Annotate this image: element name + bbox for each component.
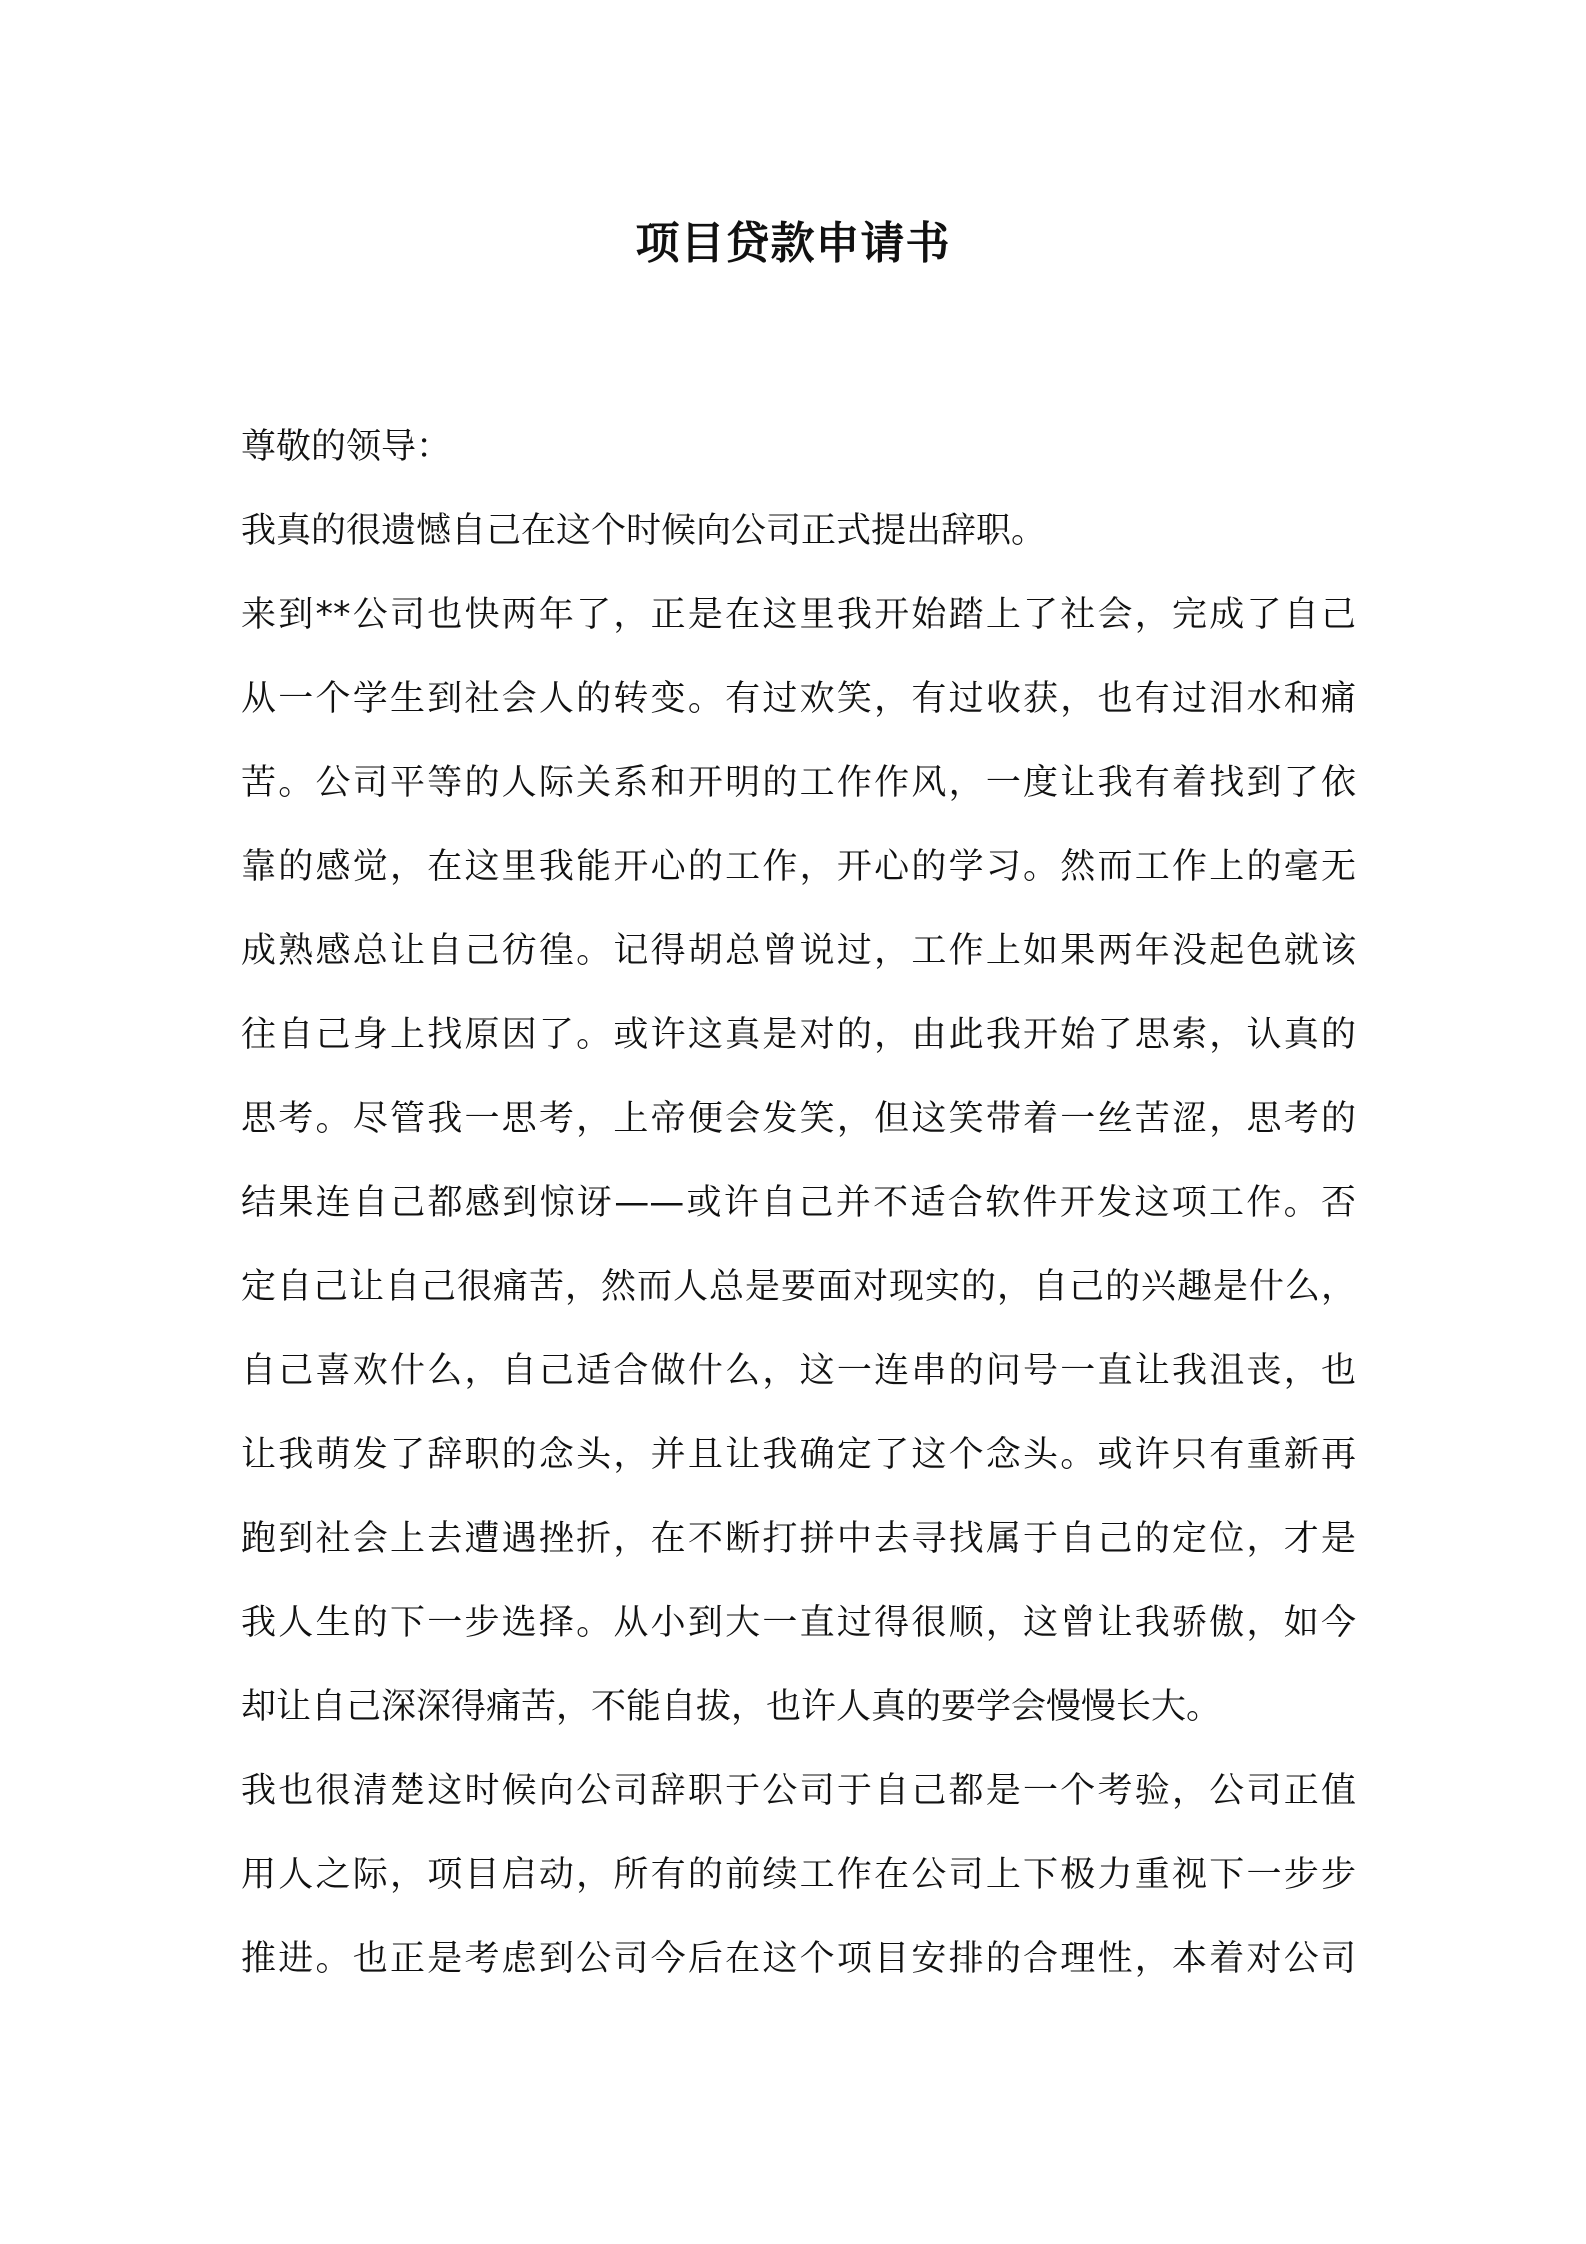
paragraph-line: 推进。也正是考虑到公司今后在这个项目安排的合理性，本着对公司 bbox=[241, 1939, 1356, 1979]
paragraph-line: 苦。公司平等的人际关系和开明的工作作风，一度让我有着找到了依 bbox=[241, 763, 1356, 803]
salutation-line: 尊敬的领导： bbox=[241, 427, 452, 467]
paragraph-line: 结果连自己都感到惊讶——或许自己并不适合软件开发这项工作。否 bbox=[241, 1183, 1356, 1223]
paragraph-line: 从一个学生到社会人的转变。有过欢笑，有过收获，也有过泪水和痛 bbox=[241, 679, 1356, 719]
paragraph-line: 靠的感觉，在这里我能开心的工作，开心的学习。然而工作上的毫无 bbox=[241, 847, 1356, 887]
paragraph-line: 让我萌发了辞职的念头，并且让我确定了这个念头。或许只有重新再 bbox=[241, 1435, 1356, 1475]
paragraph-line: 定自己让自己很痛苦，然而人总是要面对现实的，自己的兴趣是什么， bbox=[241, 1267, 1356, 1307]
document-body bbox=[241, 405, 1356, 2001]
paragraph-line: 成熟感总让自己彷徨。记得胡总曾说过，工作上如果两年没起色就该 bbox=[241, 931, 1356, 971]
paragraph-line: 用人之际，项目启动，所有的前续工作在公司上下极力重视下一步步 bbox=[241, 1855, 1356, 1895]
document-title: 项目贷款申请书 bbox=[635, 218, 951, 269]
paragraph-line: 思考。尽管我一思考，上帝便会发笑，但这笑带着一丝苦涩，思考的 bbox=[241, 1099, 1356, 1139]
paragraph-line: 我也很清楚这时候向公司辞职于公司于自己都是一个考验，公司正值 bbox=[241, 1771, 1356, 1811]
paragraph-line: 自己喜欢什么，自己适合做什么，这一连串的问号一直让我沮丧，也 bbox=[241, 1351, 1356, 1391]
paragraph-line: 我人生的下一步选择。从小到大一直过得很顺，这曾让我骄傲，如今 bbox=[241, 1603, 1356, 1643]
paragraph-line: 却让自己深深得痛苦，不能自拔，也许人真的要学会慢慢长大。 bbox=[241, 1687, 1222, 1727]
paragraph-line: 我真的很遗憾自己在这个时候向公司正式提出辞职。 bbox=[241, 511, 1047, 551]
paragraph-line: 来到**公司也快两年了，正是在这里我开始踏上了社会，完成了自己 bbox=[241, 595, 1356, 635]
paragraph-line: 往自己身上找原因了。或许这真是对的，由此我开始了思索，认真的 bbox=[241, 1015, 1356, 1055]
paragraph-line: 跑到社会上去遭遇挫折，在不断打拼中去寻找属于自己的定位，才是 bbox=[241, 1519, 1356, 1559]
